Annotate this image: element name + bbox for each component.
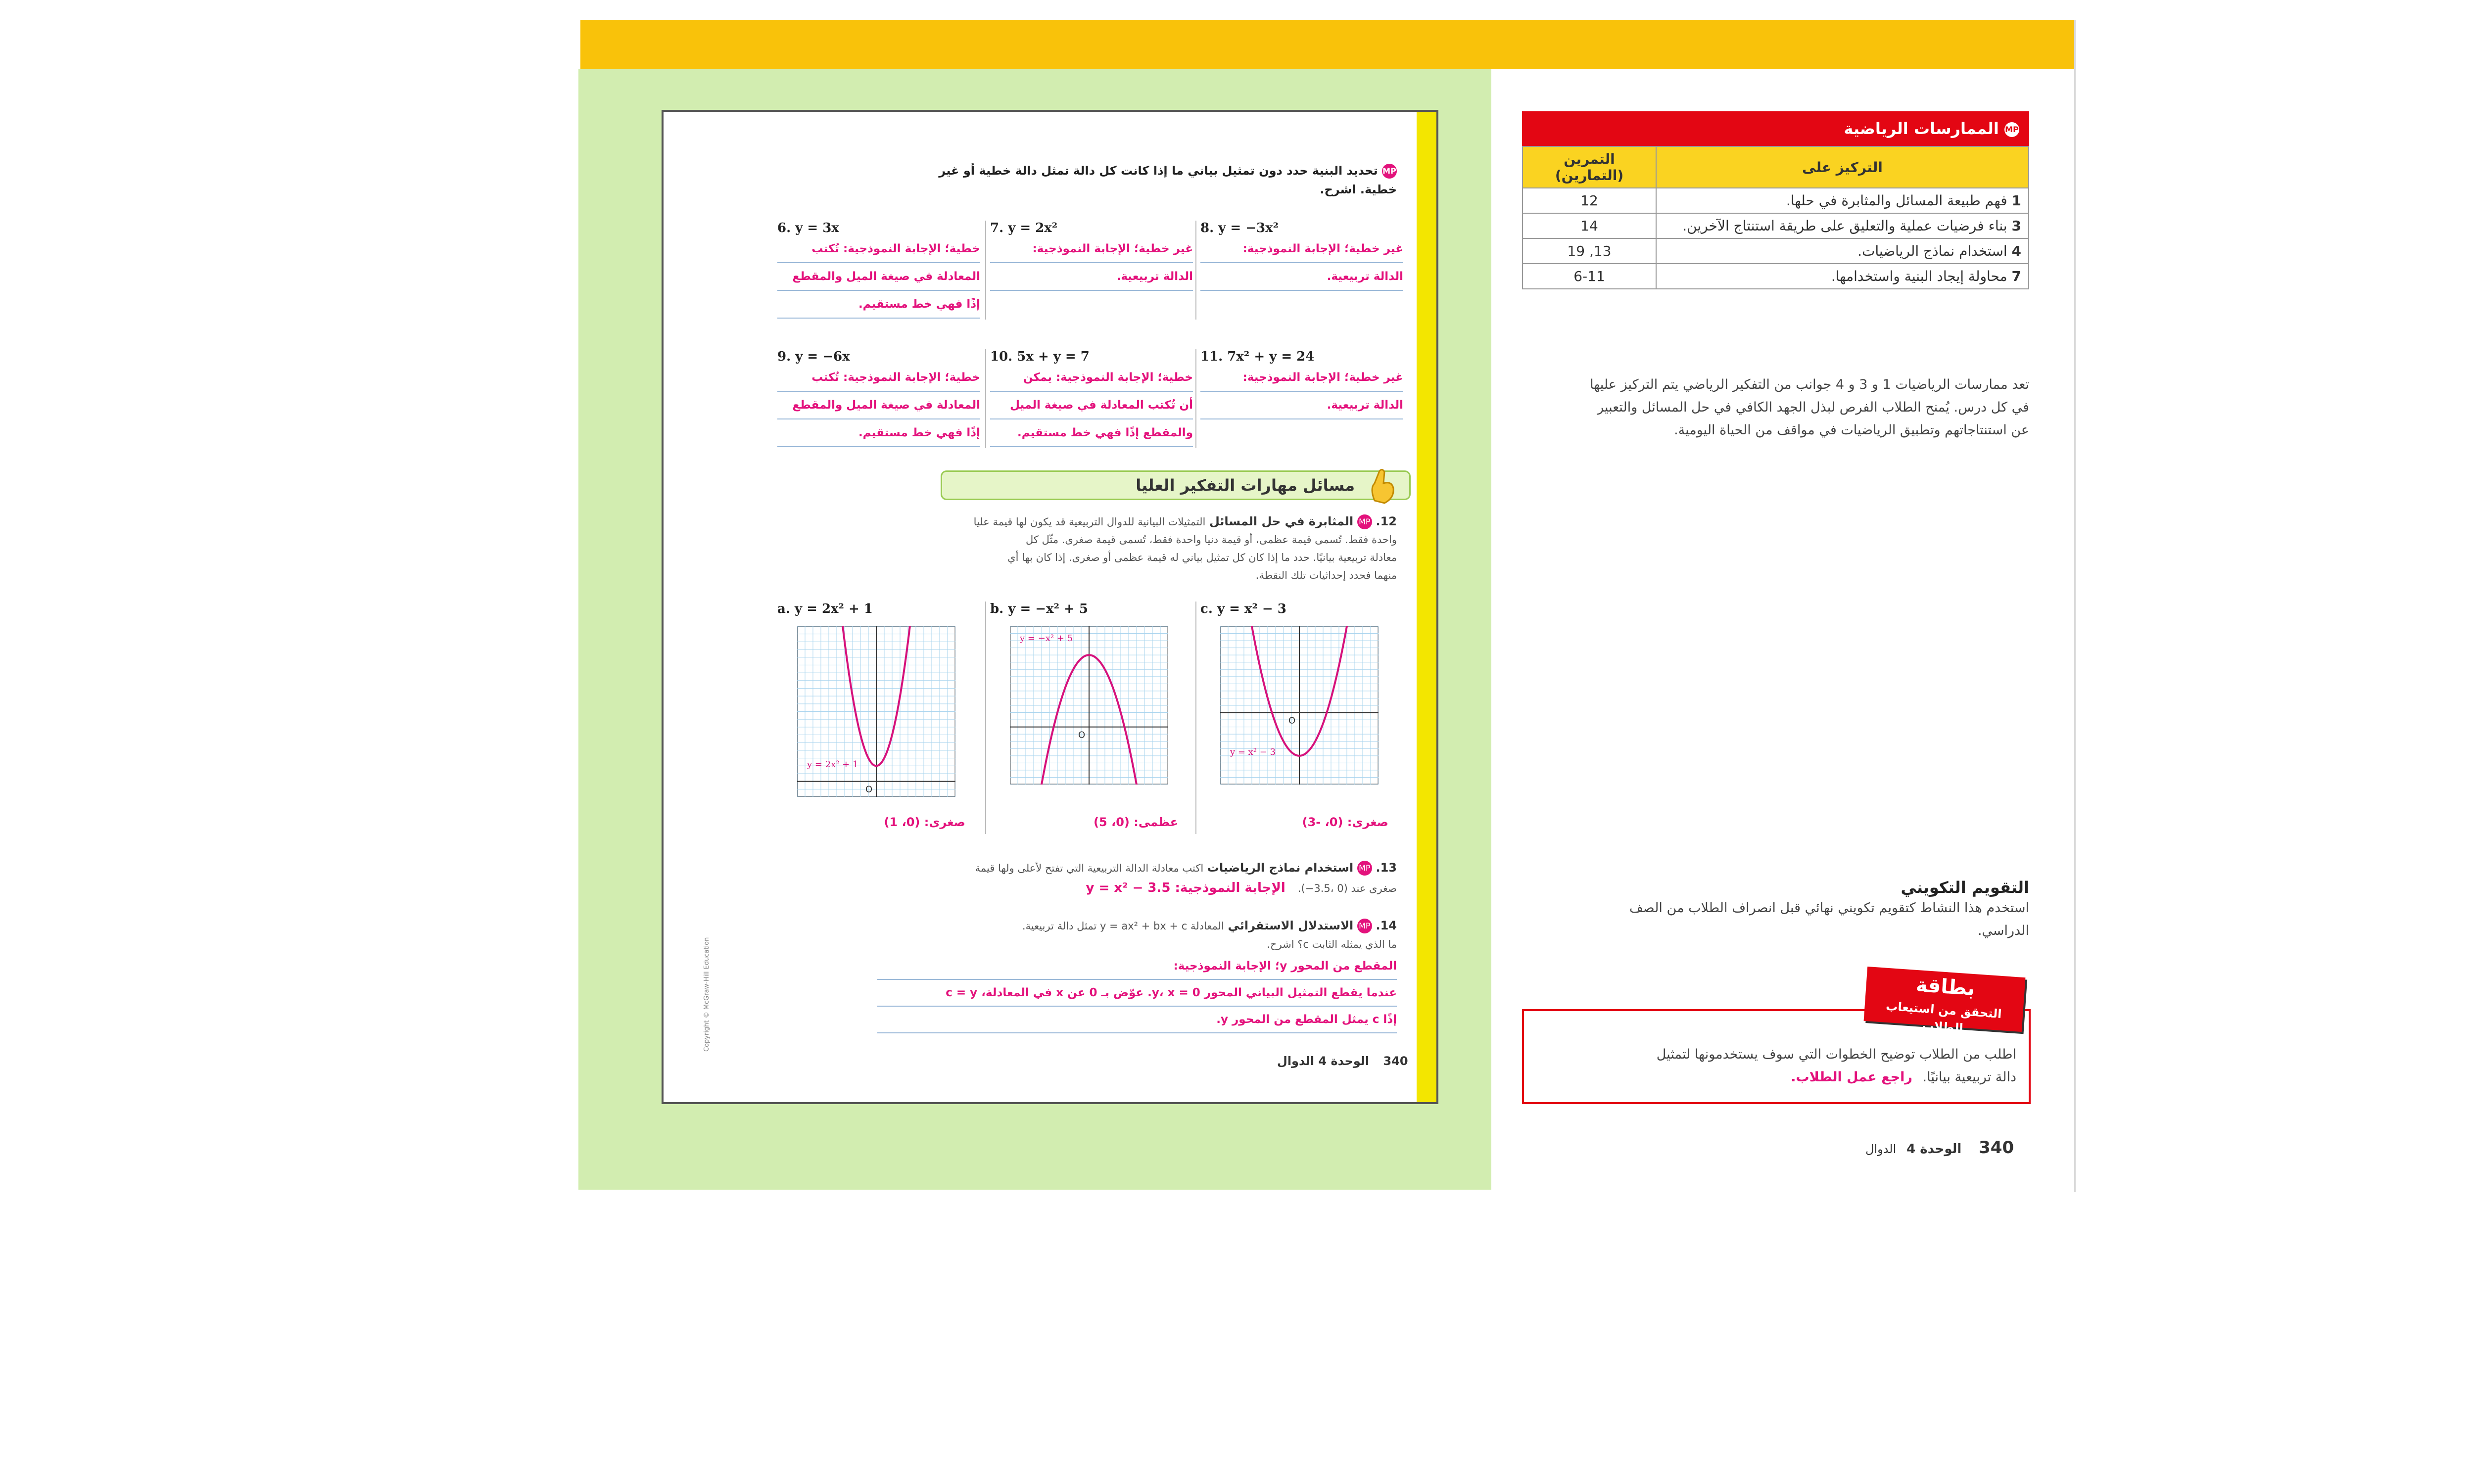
graph-result: صغرى: (0، 1) xyxy=(884,815,965,829)
answer-text: الإجابة النموذجية: y = x² − 3.5 xyxy=(1086,881,1285,895)
answer-line: إذًا فهي خط مستقيم. xyxy=(777,419,980,447)
top-banner xyxy=(580,20,2076,69)
table-row: 1 فهم طبيعة المسائل والمثابرة في حلها. 12 xyxy=(1522,188,2029,213)
table-row: 3 بناء فرضيات عملية والتعليق على طريقة استنتاج الآخرين. 14 xyxy=(1522,213,2029,238)
parabola-plot xyxy=(1220,626,1379,785)
question-13: 13. MP استخدام نماذج الرياضيات اكتب معادلة الدالة التربيعية التي تفتح لأعلى ولها قيمة صغرى عند (0 ،3.5−). الإجابة النموذجية: y = x² − 3.5 xyxy=(975,861,1397,895)
math-practices-table xyxy=(1522,111,2029,289)
answer-line: خطية؛ الإجابة النموذجية: تُكتب xyxy=(777,364,980,392)
answer-line: المعادلة في صيغة الميل والمقطع xyxy=(777,392,980,419)
equation-tag: y = x² − 3 xyxy=(1230,747,1276,757)
table-row: 4 استخدام نماذج الرياضيات. 13, 19 xyxy=(1522,238,2029,264)
teacher-footer: 340 الوحدة 4 الدوال xyxy=(1865,1138,2014,1158)
student-page xyxy=(662,110,1438,1104)
column-divider xyxy=(1195,349,1196,448)
hots-header: مسائل مهارات التفكير العليا xyxy=(941,470,1411,500)
problem-9: 9. y = −6x خطية؛ الإجابة النموذجية: تُكتب المعادلة في صيغة الميل والمقطع إذًا فهي خط مستقيم. xyxy=(777,349,980,463)
problem-10: 10. 5x + y = 7 خطية؛ الإجابة النموذجية: يمكن أن تُكتب المعادلة في صيغة الميل والمقطع إذًا فهي خط مستقيم. xyxy=(990,349,1193,463)
answer-line: الدالة تربيعية. xyxy=(1200,392,1403,419)
answer-line: الدالة تربيعية. xyxy=(990,263,1193,291)
answer-line: إذًا فهي خط مستقيم. xyxy=(777,291,980,319)
practice-icon: MP xyxy=(1357,919,1372,933)
answer-line: إذًا c يمثل المقطع من المحور y. xyxy=(877,1007,1397,1033)
answer-line: عندما يقطع التمثيل البياني المحور y، x = 0. عوّض بـ 0 عن x في المعادلة، c = y xyxy=(877,980,1397,1007)
origin-label: O xyxy=(865,784,873,795)
practice-icon: MP xyxy=(1382,164,1397,179)
page-number: 340 xyxy=(1979,1138,2014,1158)
column-divider xyxy=(1195,221,1196,320)
parabola-plot xyxy=(1010,626,1168,785)
copyright-note: Copyright © McGraw-Hill Education xyxy=(703,937,711,1052)
practices-title: MP الممارسات الرياضية xyxy=(1522,111,2029,146)
problem-8: 8. y = −3x² غير خطية؛ الإجابة النموذجية: الدالة تربيعية. xyxy=(1200,221,1403,334)
answer-line: غير خطية؛ الإجابة النموذجية: xyxy=(990,235,1193,263)
exit-card-label: بطاقة التحقق من استيعاب الطلاب xyxy=(1864,967,2026,1032)
answer-line: غير خطية؛ الإجابة النموذجية: xyxy=(1200,235,1403,263)
table-row: 7 محاولة إيجاد البنية واستخدامها. 6-11 xyxy=(1522,264,2029,289)
instruction: MP تحديد البنية حدد دون تمثيل بياني ما إذا كانت كل دالة تمثل دالة خطية أو غير خطية. اشرح. xyxy=(939,164,1397,196)
practice-icon: MP xyxy=(1357,514,1372,529)
column-header-exercises: التمرين (التمارين) xyxy=(1522,146,1656,188)
answer-line: غير خطية؛ الإجابة النموذجية: xyxy=(1200,364,1403,392)
page-number: 340 xyxy=(1383,1054,1408,1068)
graph-c: c. y = x² − 3 y = x² − 3 O صغرى: (0، -3) xyxy=(1200,602,1388,829)
hand-icon xyxy=(1365,466,1399,506)
graph-a: a. y = 2x² + 1 y = 2x² + 1 O صغرى: (0، 1) xyxy=(777,602,965,829)
equation-tag: y = −x² + 5 xyxy=(1020,633,1073,644)
student-footer: 340 الوحدة 4 الدوال xyxy=(1277,1054,1408,1068)
problem-6: 6. y = 3x خطية؛ الإجابة النموذجية: تُكتب المعادلة في صيغة الميل والمقطع إذًا فهي خط مستقيم. xyxy=(777,221,980,334)
column-divider xyxy=(985,349,986,448)
practice-icon: MP xyxy=(2004,122,2019,137)
answer-line: الدالة تربيعية. xyxy=(1200,263,1403,291)
answer-line: أن تُكتب المعادلة في صيغة الميل xyxy=(990,392,1193,419)
question-14: 14. MP الاستدلال الاستقرائي المعادلة y = ax² + bx + c تمثل دالة تربيعية. ما الذي يمثله الثابت c؟ اشرح. المقطع من المحور y؛ الإجابة النموذجية: عندما يقطع التمثيل البياني المحور y، x = 0. عوّض بـ 0 عن x في المعادلة، c = y إذًا c يمثل المقطع من المحور y. xyxy=(877,916,1397,1033)
page-divider xyxy=(2074,20,2076,1192)
parabola-plot xyxy=(797,626,955,797)
answer-line: المعادلة في صيغة الميل والمقطع xyxy=(777,263,980,291)
answer-text: راجع عمل الطلاب. xyxy=(1791,1069,1912,1085)
answer-line: المقطع من المحور y؛ الإجابة النموذجية: xyxy=(877,953,1397,980)
origin-label: O xyxy=(1078,730,1086,741)
graph-result: عظمى: (0، 5) xyxy=(1094,815,1178,829)
column-header-focus: التركيز على xyxy=(1656,146,2029,188)
column-divider xyxy=(1195,602,1196,834)
problem-11: 11. 7x² + y = 24 غير خطية؛ الإجابة النموذجية: الدالة تربيعية. xyxy=(1200,349,1403,463)
practices-note: تعد ممارسات الرياضيات 1 و 3 و 4 جوانب من التفكير الرياضي يتم التركيز عليها في كل درس. يُمنح الطلاب الفرص لبذل الجهد الكافي في حل المسائل والتعبير عن استنتاجاتهم وتطبيق الرياضيات في مواقف من الحياة اليومية. xyxy=(1590,377,2029,438)
graph-b: b. y = −x² + 5 y = −x² + 5 O عظمى: (0، 5) xyxy=(990,602,1178,829)
practice-icon: MP xyxy=(1357,861,1372,876)
problem-7: 7. y = 2x² غير خطية؛ الإجابة النموذجية: الدالة تربيعية. xyxy=(990,221,1193,334)
origin-label: O xyxy=(1288,715,1296,726)
answer-line: والمقطع إذًا فهي خط مستقيم. xyxy=(990,419,1193,447)
column-divider xyxy=(985,602,986,834)
page-edge-stripe xyxy=(1417,112,1436,1102)
graph-result: صغرى: (0، -3) xyxy=(1302,815,1388,829)
exit-card: اطلب من الطلاب توضيح الخطوات التي سوف يستخدمونها لتمثيل دالة تربيعية بيانيًا. راجع عمل الطلاب. xyxy=(1522,1009,2031,1104)
column-divider xyxy=(985,221,986,320)
formative-assessment: التقويم التكويني استخدم هذا النشاط كتقويم تكويني نهائي قبل انصراف الطلاب من الصف الدراسي. xyxy=(1522,878,2029,942)
formative-title: التقويم التكويني xyxy=(1901,878,2029,897)
answer-line: خطية؛ الإجابة النموذجية: يمكن xyxy=(990,364,1193,392)
equation-tag: y = 2x² + 1 xyxy=(807,759,858,770)
question-12: 12. MP المثابرة في حل المسائل التمثيلات البيانية للدوال التربيعية قد يكون لها قيمة عليا واحدة فقط. تُسمى قيمة عظمى، أو قيمة دنيا واحدة فقط، تُسمى قيمة صغرى. مثّل كل معادلة تربيعية بيانيًا. حدد ما إذا كان كل تمثيل بياني له قيمة عظمى أو صغرى. إذا كان بها أي منهما فحدد إحداثيات تلك النقطة. xyxy=(973,514,1397,581)
answer-line: خطية؛ الإجابة النموذجية: تُكتب xyxy=(777,235,980,263)
